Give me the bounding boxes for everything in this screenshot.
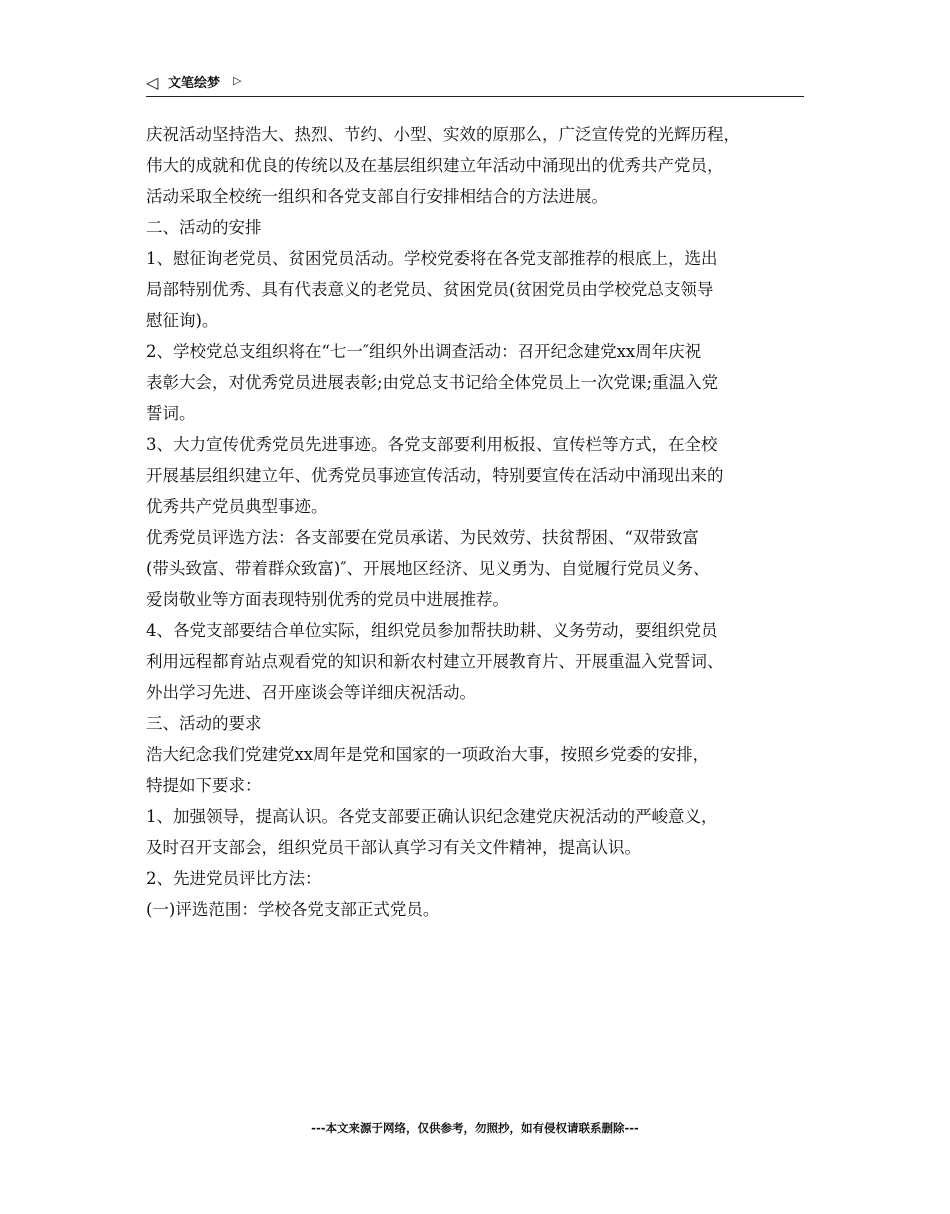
- right-triangle-icon: ▷: [233, 74, 242, 87]
- page-header: [146, 72, 804, 97]
- text-line: 优秀党员评选方法：各支部要在党员承诺、为民效劳、扶贫帮困、“双带致富: [146, 528, 699, 547]
- text-line: 爱岗敬业等方面表现特别优秀的党员中进展推荐。: [146, 590, 509, 609]
- text-line: (带头致富、带着群众致富)″、开展地区经济、见义勇为、自觉履行党员义务、: [146, 559, 710, 578]
- text-line: 开展基层组织建立年、优秀党员事迹宣传活动，特别要宣传在活动中涌现出来的: [146, 466, 724, 485]
- text-line: 外出学习先进、召开座谈会等详细庆祝活动。: [146, 683, 476, 702]
- text-line: 4、各党支部要结合单位实际，组织党员参加帮扶助耕、义务劳动，要组织党员: [146, 621, 718, 640]
- left-triangle-icon: ◁: [146, 73, 159, 92]
- text-line: 3、大力宣传优秀党员先进事迹。各党支部要利用板报、宣传栏等方式，在全校: [146, 435, 718, 454]
- text-line: 2、学校党总支组织将在“七一″组织外出调查活动：召开纪念建党xx周年庆祝: [146, 342, 702, 361]
- text-line: 局部特别优秀、具有代表意义的老党员、贫困党员(贫困党员由学校党总支领导: [146, 280, 714, 299]
- section-heading: 三、活动的要求: [146, 714, 262, 733]
- text-line: 誓词。: [146, 404, 196, 423]
- text-line: 表彰大会，对优秀党员进展表彰;由党总支书记给全体党员上一次党课;重温入党: [146, 373, 719, 392]
- page-footer: ---本文来源于网络，仅供参考，勿照抄，如有侵权请联系删除---: [311, 1121, 639, 1135]
- text-line: 利用远程都育站点观看党的知识和新农村建立开展教育片、开展重温入党誓词、: [146, 652, 724, 671]
- text-line: (一)评选范围：学校各党支部正式党员。: [146, 900, 440, 919]
- text-line: 活动采取全校统一组织和各党支部自行安排相结合的方法进展。: [146, 187, 608, 206]
- document-body: [146, 119, 810, 925]
- text-line: 优秀共产党员典型事迹。: [146, 497, 328, 516]
- text-line: 浩大纪念我们党建党xx周年是党和国家的一项政治大事，按照乡党委的安排，: [146, 745, 710, 764]
- section-heading: 二、活动的安排: [146, 218, 262, 237]
- text-line: 特提如下要求：: [146, 776, 262, 795]
- text-line: 1、慰征询老党员、贫困党员活动。学校党委将在各党支部推荐的根底上，选出: [146, 249, 718, 268]
- header-title: 文笔绘梦: [168, 76, 221, 91]
- text-line: 及时召开支部会，组织党员干部认真学习有关文件精神，提高认识。: [146, 838, 641, 857]
- text-line: 庆祝活动坚持浩大、热烈、节约、小型、实效的原那么，广泛宣传党的光辉历程，: [146, 125, 740, 144]
- text-line: 伟大的成就和优良的传统以及在基层组织建立年活动中涌现出的优秀共产党员，: [146, 156, 724, 175]
- text-line: 2、先进党员评比方法：: [146, 869, 322, 888]
- text-line: 慰征询)。: [146, 311, 219, 330]
- text-line: 1、加强领导，提高认识。各党支部要正确认识纪念建党庆祝活动的严峻意义，: [146, 807, 718, 826]
